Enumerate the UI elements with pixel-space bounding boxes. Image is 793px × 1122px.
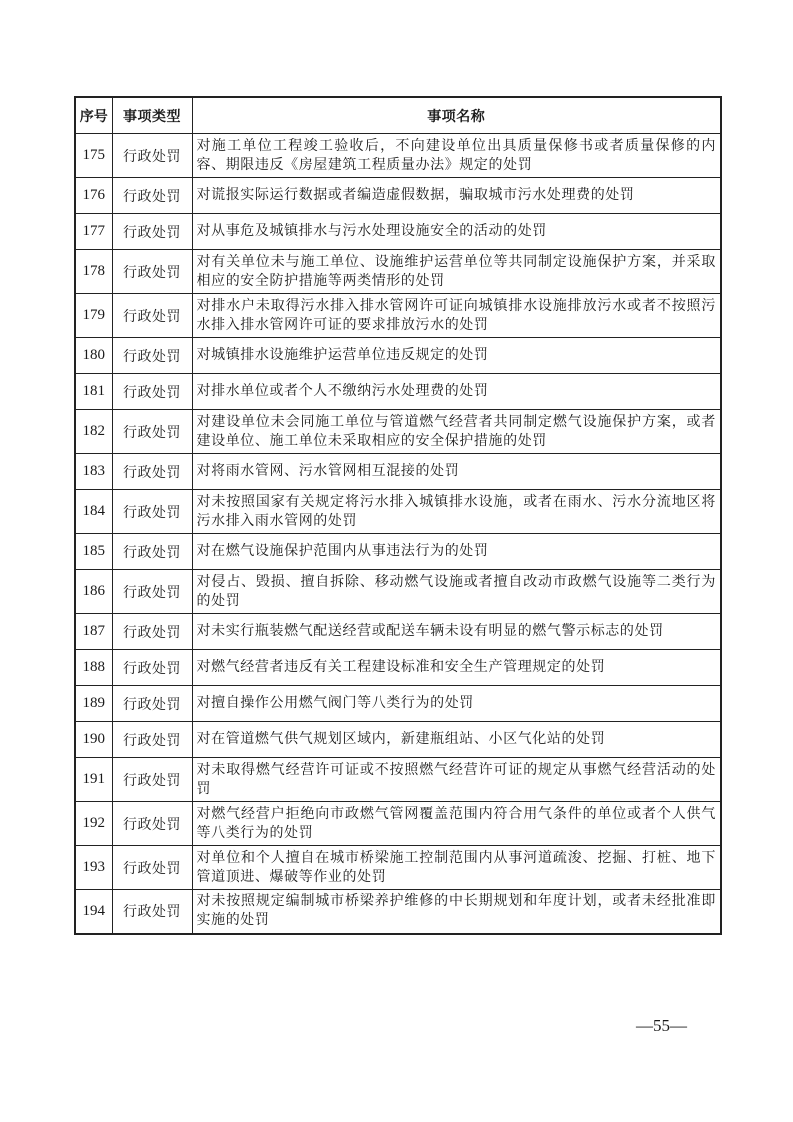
row-matter-name: 对谎报实际运行数据或者编造虚假数据，骗取城市污水处理费的处罚 [192, 178, 721, 214]
row-serial-number: 188 [75, 650, 112, 686]
row-matter-name: 对未取得燃气经营许可证或不按照燃气经营许可证的规定从事燃气经营活动的处罚 [192, 758, 721, 802]
table-row [75, 686, 721, 722]
row-matter-name: 对侵占、毁损、擅自拆除、移动燃气设施或者擅自改动市政燃气设施等二类行为的处罚 [192, 570, 721, 614]
row-matter-name: 对有关单位未与施工单位、设施维护运营单位等共同制定设施保护方案，并采取相应的安全防护措施等两类情形的处罚 [192, 250, 721, 294]
row-serial-number: 184 [75, 490, 112, 534]
row-matter-name: 对城镇排水设施维护运营单位违反规定的处罚 [192, 338, 721, 374]
table-row [75, 758, 721, 802]
table-row [75, 374, 721, 410]
row-matter-name: 对施工单位工程竣工验收后，不向建设单位出具质量保修书或者质量保修的内容、期限违反《房屋建筑工程质量办法》规定的处罚 [192, 134, 721, 178]
row-serial-number: 190 [75, 722, 112, 758]
row-matter-type: 行政处罚 [112, 534, 192, 570]
table-body [75, 134, 721, 934]
row-matter-type: 行政处罚 [112, 490, 192, 534]
table-row [75, 410, 721, 454]
row-matter-type: 行政处罚 [112, 802, 192, 846]
table-row [75, 846, 721, 890]
row-serial-number: 177 [75, 214, 112, 250]
row-serial-number: 185 [75, 534, 112, 570]
row-matter-type: 行政处罚 [112, 250, 192, 294]
table-row [75, 250, 721, 294]
row-matter-name: 对在管道燃气供气规划区域内，新建瓶组站、小区气化站的处罚 [192, 722, 721, 758]
table-row [75, 178, 721, 214]
row-matter-type: 行政处罚 [112, 846, 192, 890]
table-row [75, 722, 721, 758]
row-matter-name: 对单位和个人擅自在城市桥梁施工控制范围内从事河道疏浚、挖掘、打桩、地下管道顶进、爆破等作业的处罚 [192, 846, 721, 890]
table-row [75, 134, 721, 178]
row-serial-number: 182 [75, 410, 112, 454]
row-serial-number: 186 [75, 570, 112, 614]
row-matter-type: 行政处罚 [112, 338, 192, 374]
row-matter-name: 对燃气经营者违反有关工程建设标准和安全生产管理规定的处罚 [192, 650, 721, 686]
row-serial-number: 180 [75, 338, 112, 374]
row-serial-number: 175 [75, 134, 112, 178]
row-matter-type: 行政处罚 [112, 454, 192, 490]
table-row [75, 802, 721, 846]
table-header [75, 97, 721, 134]
row-serial-number: 191 [75, 758, 112, 802]
table-row [75, 890, 721, 934]
row-serial-number: 178 [75, 250, 112, 294]
row-matter-type: 行政处罚 [112, 686, 192, 722]
table-row [75, 650, 721, 686]
table-row [75, 490, 721, 534]
row-serial-number: 192 [75, 802, 112, 846]
row-matter-name: 对将雨水管网、污水管网相互混接的处罚 [192, 454, 721, 490]
row-matter-name: 对未实行瓶装燃气配送经营或配送车辆未设有明显的燃气警示标志的处罚 [192, 614, 721, 650]
row-matter-type: 行政处罚 [112, 214, 192, 250]
row-matter-name: 对未按照国家有关规定将污水排入城镇排水设施，或者在雨水、污水分流地区将污水排入雨水管网的处罚 [192, 490, 721, 534]
row-serial-number: 189 [75, 686, 112, 722]
table-row [75, 534, 721, 570]
table-row [75, 454, 721, 490]
row-matter-type: 行政处罚 [112, 570, 192, 614]
header-matter-type: 事项类型 [112, 97, 192, 134]
row-serial-number: 176 [75, 178, 112, 214]
matters-table-container [74, 96, 720, 935]
row-matter-type: 行政处罚 [112, 294, 192, 338]
table-row [75, 614, 721, 650]
row-matter-type: 行政处罚 [112, 650, 192, 686]
header-matter-name: 事项名称 [192, 97, 721, 134]
row-serial-number: 179 [75, 294, 112, 338]
row-matter-type: 行政处罚 [112, 614, 192, 650]
row-matter-type: 行政处罚 [112, 178, 192, 214]
row-matter-type: 行政处罚 [112, 134, 192, 178]
row-matter-name: 对建设单位未会同施工单位与管道燃气经营者共同制定燃气设施保护方案，或者建设单位、施工单位未采取相应的安全保护措施的处罚 [192, 410, 721, 454]
row-matter-name: 对从事危及城镇排水与污水处理设施安全的活动的处罚 [192, 214, 721, 250]
row-matter-name: 对未按照规定编制城市桥梁养护维修的中长期规划和年度计划，或者未经批准即实施的处罚 [192, 890, 721, 934]
row-serial-number: 194 [75, 890, 112, 934]
row-serial-number: 187 [75, 614, 112, 650]
row-matter-name: 对燃气经营户拒绝向市政燃气管网覆盖范围内符合用气条件的单位或者个人供气等八类行为的处罚 [192, 802, 721, 846]
page-number: —55— [636, 1016, 687, 1035]
row-matter-type: 行政处罚 [112, 410, 192, 454]
header-row [75, 97, 721, 134]
row-matter-type: 行政处罚 [112, 722, 192, 758]
row-matter-name: 对在燃气设施保护范围内从事违法行为的处罚 [192, 534, 721, 570]
table-row [75, 294, 721, 338]
row-matter-type: 行政处罚 [112, 890, 192, 934]
row-matter-name: 对排水户未取得污水排入排水管网许可证向城镇排水设施排放污水或者不按照污水排入排水管网许可证的要求排放污水的处罚 [192, 294, 721, 338]
table-row [75, 570, 721, 614]
row-matter-type: 行政处罚 [112, 758, 192, 802]
row-matter-name: 对排水单位或者个人不缴纳污水处理费的处罚 [192, 374, 721, 410]
header-serial-number: 序号 [75, 97, 112, 134]
row-serial-number: 181 [75, 374, 112, 410]
row-serial-number: 193 [75, 846, 112, 890]
row-matter-name: 对擅自操作公用燃气阀门等八类行为的处罚 [192, 686, 721, 722]
matters-table [74, 96, 722, 935]
row-matter-type: 行政处罚 [112, 374, 192, 410]
table-row [75, 214, 721, 250]
row-serial-number: 183 [75, 454, 112, 490]
table-row [75, 338, 721, 374]
